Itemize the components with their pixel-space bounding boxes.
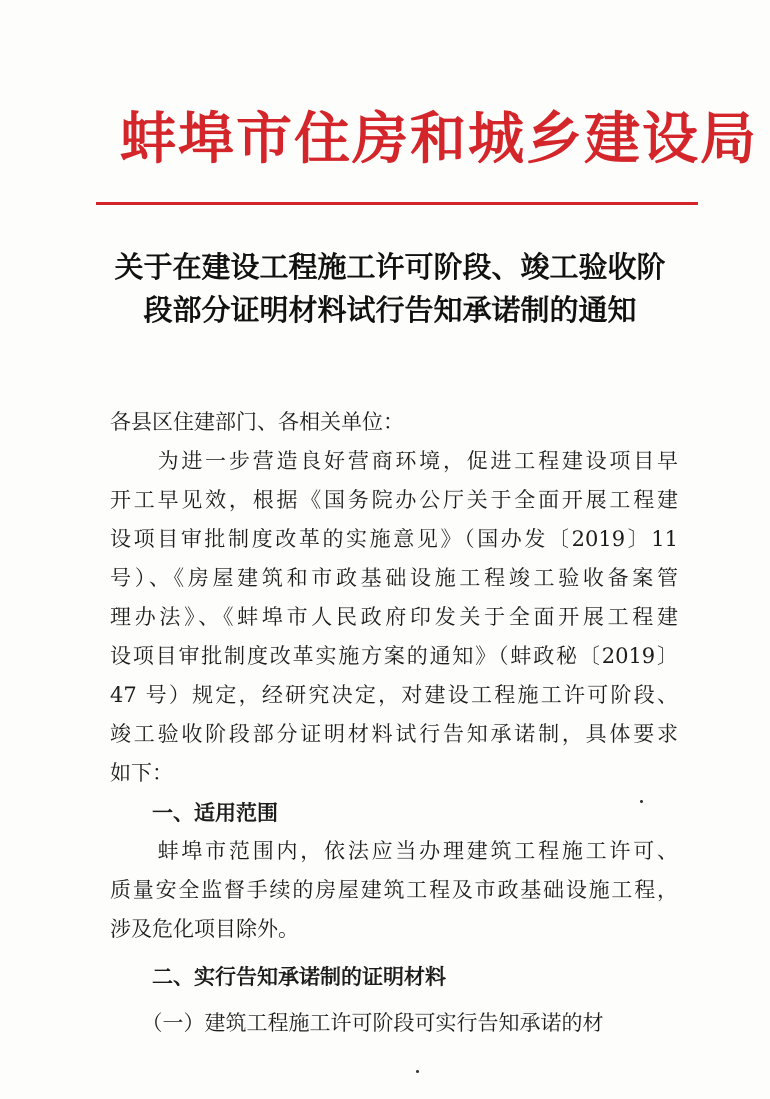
agency-masthead: 蚌埠市住房和城乡建设局 [120, 107, 758, 172]
paragraph-1-line: 理办法》、《蚌埠市人民政府印发关于全面开展工程建 [110, 605, 678, 629]
section-gap [110, 996, 678, 1004]
document-title [100, 246, 680, 332]
section-1-line: 质量安全监督手续的房屋建筑工程及市政基础设施工程， [110, 878, 678, 902]
paragraph-1-line: 开工早见效，根据《国务院办公厅关于全面开展工程建 [110, 488, 678, 512]
section-1-text [110, 832, 678, 949]
paragraph-1-line: 如下： [110, 761, 173, 785]
paragraph-1-line: 竣工验收阶段部分证明材料试行告知承诺制，具体要求 [110, 722, 678, 746]
paragraph-1-line: 号）、《房屋建筑和市政基础设施工程竣工验收备案管 [110, 566, 678, 590]
paragraph-1-line: 47 号）规定，经研究决定，对建设工程施工许可阶段、 [110, 683, 678, 707]
salutation: 各县区住建部门、各相关单位： [110, 410, 404, 434]
paragraph-1-line: 设项目审批制度改革实施方案的通知》（蚌政秘〔2019〕 [110, 644, 678, 668]
title-line-2: 段部分证明材料试行告知承诺制的通知 [143, 293, 637, 327]
masthead-red-rule [96, 202, 698, 205]
document-body [110, 403, 678, 1043]
section-2-subsection-1: （一）建筑工程施工许可阶段可实行告知承诺的材 [110, 1011, 604, 1035]
title-line-1: 关于在建设工程施工许可阶段、竣工验收阶 [114, 250, 666, 284]
scan-speck [640, 800, 643, 803]
scan-speck [416, 1070, 419, 1073]
section-1-heading: 一、适用范围 [110, 800, 278, 825]
paragraph-1-line: 设项目审批制度改革的实施意见》（国办发〔2019〕11 [110, 527, 678, 551]
section-1-line: 蚌埠市范围内，依法应当办理建筑工程施工许可、 [110, 839, 678, 863]
paragraph-1 [110, 442, 678, 793]
section-1-line: 涉及危化项目除外。 [110, 917, 299, 941]
section-gap [110, 949, 678, 957]
paragraph-1-line: 为进一步营造良好营商环境，促进工程建设项目早 [110, 449, 678, 473]
section-2-heading: 二、实行告知承诺制的证明材料 [110, 964, 446, 989]
